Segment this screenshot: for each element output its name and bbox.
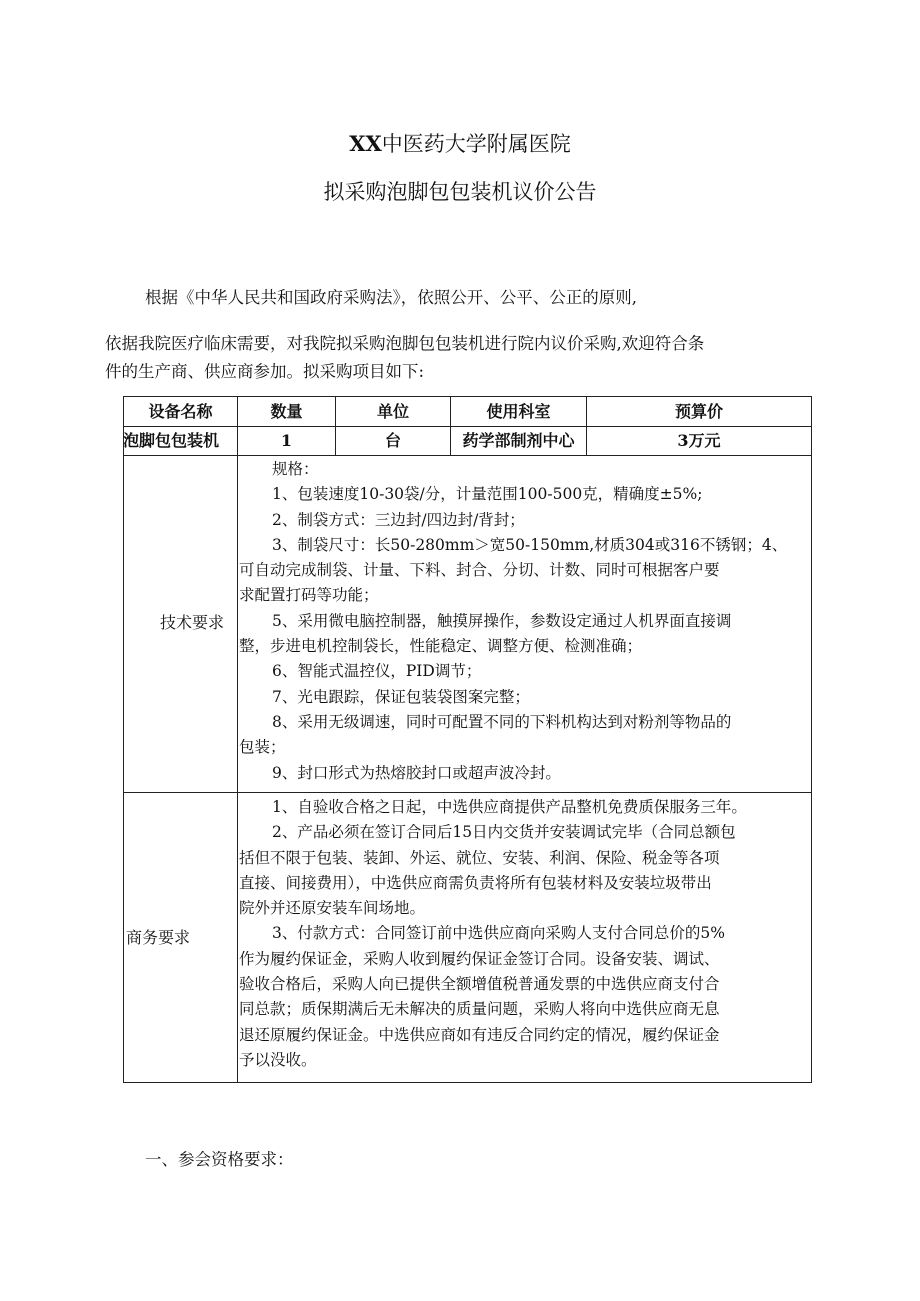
cell-quantity: 1	[280, 431, 293, 450]
biz-line: 2、产品必须在签订合同后15日内交货并安装调试完毕（合同总额包	[272, 823, 736, 842]
table-vline	[237, 396, 238, 1083]
table-hline	[123, 792, 812, 793]
tech-line: 3、制袋尺寸：长50-280mm＞宽50-150mm,材质304或316不锈钢；4、	[272, 535, 788, 554]
biz-line: 同总款；质保期满后无未解决的质量问题，采购人将向中选供应商无息	[239, 1000, 720, 1019]
intro-line-3: 件的生产商、供应商参加。拟采购项目如下:	[105, 362, 425, 381]
header-budget: 预算价	[674, 402, 723, 421]
table-hline	[123, 455, 812, 456]
header-department: 使用科室	[486, 402, 551, 421]
tech-line: 1、包装速度10-30袋/分，计量范围100-500克，精确度±5%;	[272, 485, 703, 504]
biz-line: 1、自验收合格之日起，中选供应商提供产品整机免费质保服务三年。	[272, 798, 747, 816]
biz-line: 直接、间接费用），中选供应商需负责将所有包装材料及安装垃圾带出	[239, 873, 712, 892]
tech-line: 5、采用微电脑控制器，触摸屏操作，参数设定通过人机界面直接调	[272, 611, 732, 630]
cell-unit: 台	[384, 431, 401, 450]
title-prefix: XX	[349, 131, 382, 156]
cell-department: 药学部制剂中心	[462, 431, 575, 450]
biz-line: 验收合格后，采购人向已提供全额增值税普通发票的中选供应商支付合	[239, 975, 720, 994]
biz-line: 予以没收。	[239, 1050, 317, 1069]
tech-line: 9、封口形式为热熔胶封口或超声波冷封。	[272, 763, 561, 782]
hospital-title	[0, 130, 920, 158]
biz-line: 作为履约保证金，采购人收到履约保证金签订合同。设备安装、调试、	[239, 949, 720, 968]
header-device-name: 设备名称	[148, 402, 213, 421]
biz-line: 括但不限于包装、装卸、外运、就位、安装、利润、保险、税金等各项	[239, 848, 720, 867]
tech-line: 整，步进电机控制袋长，性能稳定、调整方便、检测准确；	[239, 637, 643, 656]
business-requirements-label: 商务要求	[126, 928, 191, 947]
tech-line: 6、智能式温控仪，PID调节；	[272, 662, 482, 681]
title-rest: 中医药大学附属医院	[381, 132, 571, 156]
biz-line: 3、付款方式：合同签订前中选供应商向采购人支付合同总价的5%	[272, 924, 725, 943]
section-heading-eligibility: 一、参会资格要求：	[145, 1150, 294, 1169]
tech-requirements-label: 技术要求	[160, 613, 225, 632]
header-unit: 单位	[376, 402, 409, 421]
business-requirements-content	[239, 795, 809, 1073]
tech-line: 规格：	[272, 460, 319, 478]
table-vline	[811, 396, 812, 1083]
table-hline	[123, 426, 812, 427]
cell-budget: 3万元	[677, 431, 721, 450]
biz-line: 退还原履约保证金。中选供应商如有违反合同约定的情况，履约保证金	[239, 1025, 720, 1044]
intro-line-1: 根据《中华人民共和国政府采购法》，依照公开、公平、公正的原则,	[145, 288, 637, 307]
intro-paragraph	[105, 330, 845, 386]
tech-requirements-content	[239, 457, 809, 786]
tech-line: 包装；	[239, 738, 286, 757]
header-quantity: 数量	[270, 402, 303, 421]
notice-title: 拟采购泡脚包包装机议价公告	[323, 180, 597, 204]
tech-line: 求配置打码等功能；	[239, 586, 379, 605]
tech-line: 可自动完成制袋、计量、下料、封合、分切、计数、同时可根据客户要	[239, 561, 720, 580]
tech-line: 7、光电跟踪，保证包装袋图案完整；	[272, 687, 530, 706]
tech-line: 2、制袋方式：三边封/四边封/背封；	[272, 510, 525, 529]
table-hline	[123, 1082, 812, 1083]
cell-device-name: 泡脚包包装机	[123, 431, 220, 450]
tech-line: 8、采用无级调速，同时可配置不同的下料机构达到对粉剂等物品的	[272, 712, 732, 731]
table-hline	[123, 396, 812, 397]
biz-line: 院外并还原安装车间场地。	[239, 899, 426, 918]
table-vline	[123, 396, 124, 1083]
intro-line-2: 依据我院医疗临床需要，对我院拟采购泡脚包包装机进行院内议价采购,欢迎符合条	[105, 334, 705, 353]
